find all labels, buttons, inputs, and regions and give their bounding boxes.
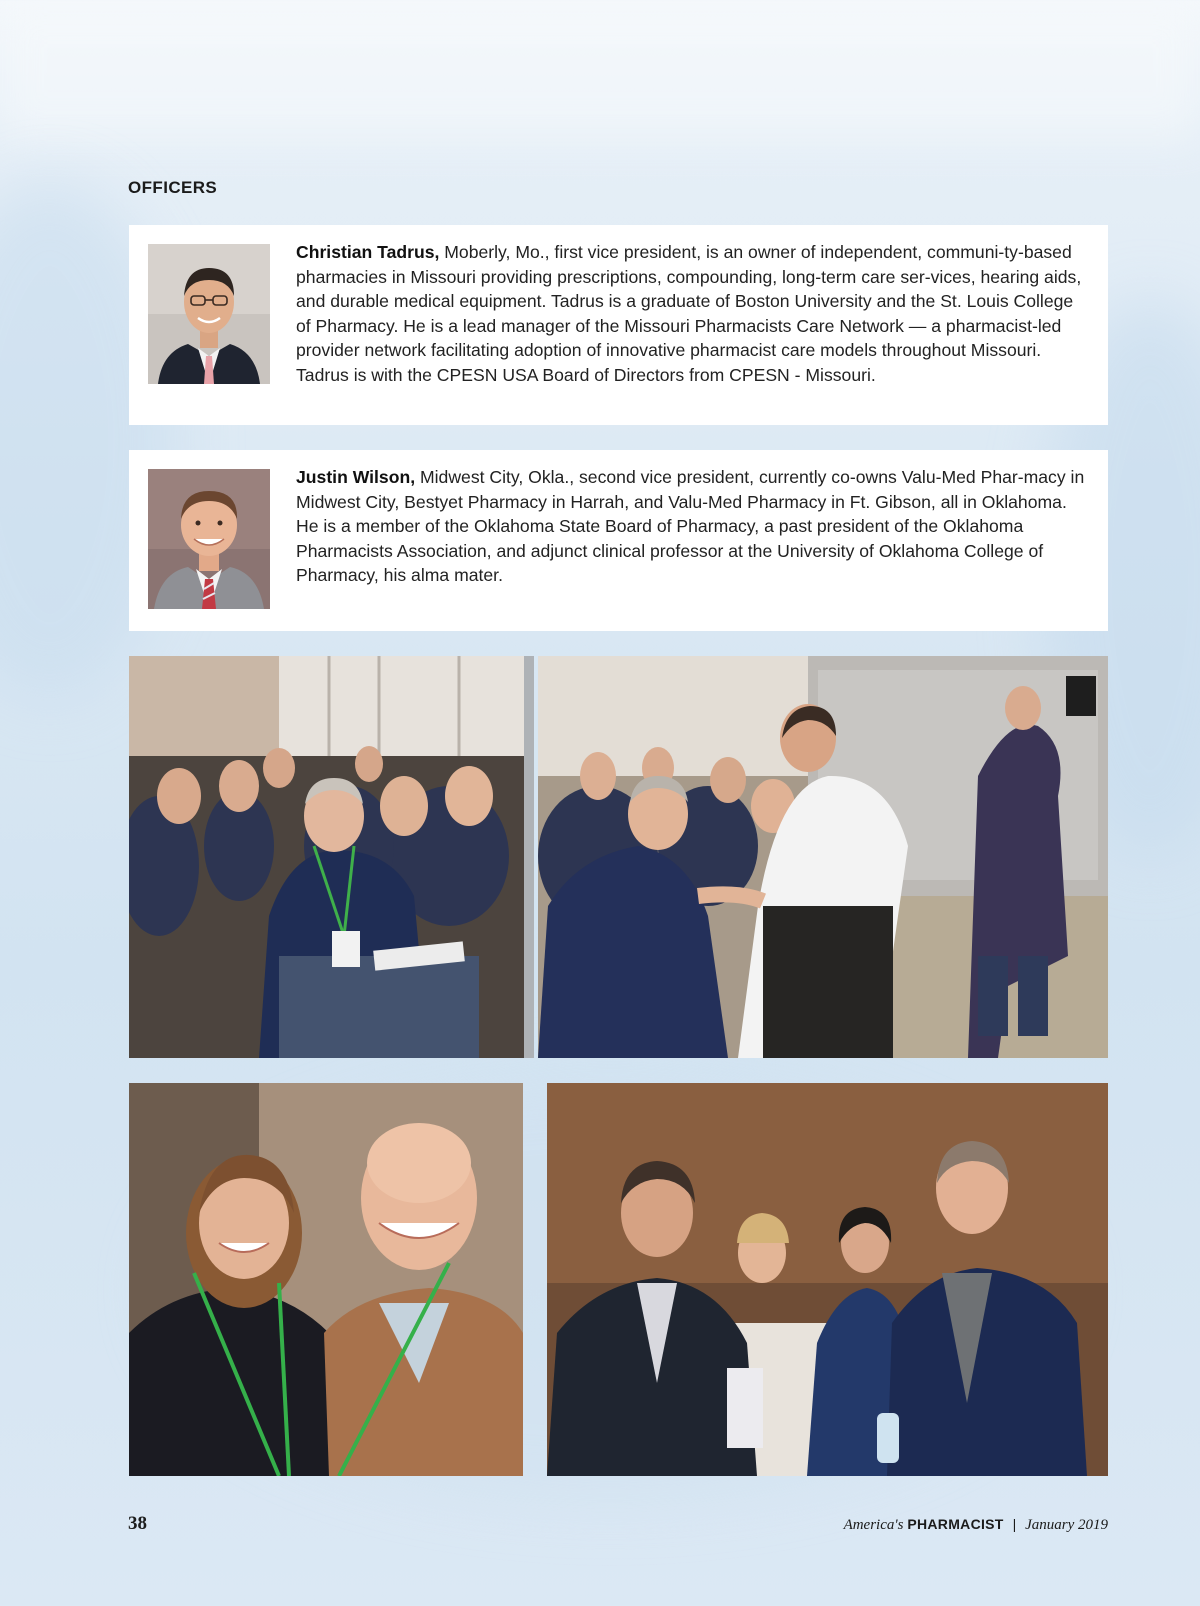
event-photo-handshake xyxy=(538,656,1108,1058)
officer-name: Christian Tadrus, xyxy=(296,242,440,262)
officer-bio xyxy=(296,465,1086,588)
section-title: OFFICERS xyxy=(128,178,218,197)
event-photo-audience xyxy=(129,656,534,1058)
officer-description: Midwest City, Okla., second vice president, currently co-owns Valu-Med Phar-macy in Midwest City, Bestyet Pharmacy in Harrah, and Valu-Med Pharmacy in Ft. Gibson, all in Oklahoma. He is a member of the Oklahoma State Board of Pharmacy, a past president of the Oklahoma Pharmacists Association, and adjunct clinical professor at the University of Oklahoma College of Pharmacy, his alma mater. xyxy=(296,467,1085,586)
officer-name: Justin Wilson, xyxy=(296,467,416,487)
footer-separator: | xyxy=(1012,1516,1017,1532)
officer-card xyxy=(129,450,1108,631)
officer-portrait xyxy=(148,469,270,609)
page-number: 38 xyxy=(128,1513,147,1534)
event-photo-couple xyxy=(129,1083,523,1476)
magazine-footer xyxy=(844,1516,1108,1534)
event-photo-conversation xyxy=(547,1083,1108,1476)
officer-card xyxy=(129,225,1108,425)
magazine-name: PHARMACIST xyxy=(907,1516,1004,1532)
background-wash xyxy=(0,0,1200,140)
magazine-prefix: America's xyxy=(843,1517,904,1533)
officer-description: Moberly, Mo., first vice president, is an owner of independent, communi-ty-based pharmacies in Missouri providing prescriptions, compounding, long-term care ser-vices, hearing aids, and durable medical equipment. Tadrus is a graduate of Boston University and the St. Louis College of Pharmacy. He is a lead manager of the Missouri Pharmacists Care Network — a pharmacist-led provider network facilitating adoption of innovative pharmacist care models throughout Missouri. Tadrus is with the CPESN USA Board of Directors from CPESN - Missouri. xyxy=(296,242,1082,385)
issue-date: January 2019 xyxy=(1025,1517,1108,1533)
officer-portrait xyxy=(148,244,270,384)
officer-bio xyxy=(296,240,1086,388)
